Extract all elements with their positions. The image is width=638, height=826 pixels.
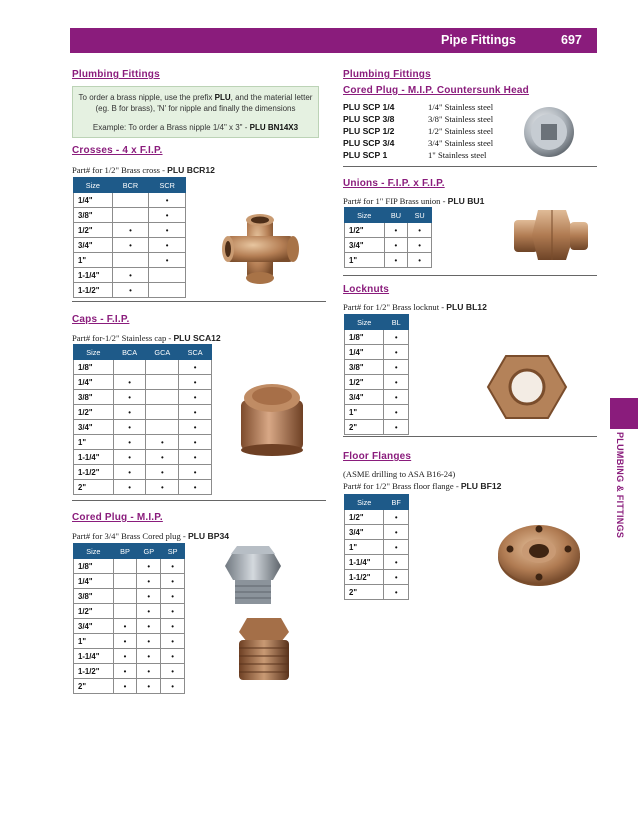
availability-cell: • [113, 435, 146, 450]
availability-cell: • [149, 193, 186, 208]
availability-cell: • [112, 223, 149, 238]
brass-cap-photo [235, 376, 309, 463]
availability-cell: • [161, 619, 185, 634]
size-cell: 1/8" [74, 360, 114, 375]
availability-cell: • [137, 649, 161, 664]
column-header: Size [74, 178, 113, 193]
availability-cell: • [112, 283, 149, 298]
section-title-countersunk-plug: Cored Plug - M.I.P. Countersunk Head [343, 85, 529, 96]
section-title-caps: Caps - F.I.P. [72, 314, 130, 325]
header-bar [70, 28, 597, 53]
availability-cell [146, 375, 179, 390]
section-divider [343, 275, 597, 276]
table-header-row [74, 178, 186, 193]
size-cell: 1/2" [345, 510, 384, 525]
part-number-flanges: Part# for 1/2" Brass floor flange - PLU BF12 [343, 481, 502, 491]
availability-cell: • [384, 375, 409, 390]
availability-cell: • [384, 345, 409, 360]
column-header: SU [408, 208, 432, 223]
availability-cell: • [113, 420, 146, 435]
table-row [74, 649, 185, 664]
availability-cell: • [384, 570, 409, 585]
availability-cell: • [179, 405, 212, 420]
table-row [74, 405, 212, 420]
availability-cell: • [112, 268, 149, 283]
availability-cell: • [137, 679, 161, 694]
table-row [345, 330, 409, 345]
table-header-row [74, 544, 185, 559]
size-cell: 1/4" [345, 345, 384, 360]
column-header: GCA [146, 345, 179, 360]
column-header: SCR [149, 178, 186, 193]
table-row [345, 510, 409, 525]
availability-cell: • [137, 604, 161, 619]
availability-cell: • [161, 649, 185, 664]
size-cell: 1/8" [345, 330, 384, 345]
section-title-plumbing-fittings-right: Plumbing Fittings [343, 69, 431, 80]
size-cell: 2" [345, 420, 384, 435]
brass-union-photo [510, 200, 592, 275]
availability-cell [149, 283, 186, 298]
table-row [74, 450, 212, 465]
availability-cell: • [179, 420, 212, 435]
availability-cell: • [161, 604, 185, 619]
size-cell: 3/8" [345, 360, 384, 375]
availability-cell: • [137, 619, 161, 634]
unions-size-table [344, 207, 432, 268]
table-row [345, 238, 432, 253]
table-row [345, 390, 409, 405]
size-cell: 1/2" [74, 604, 114, 619]
size-cell: 1" [345, 253, 385, 268]
availability-cell: • [137, 589, 161, 604]
size-cell: 3/4" [74, 238, 113, 253]
cored-plug-size-table [73, 543, 185, 694]
column-header: Size [345, 315, 384, 330]
size-cell: 2" [74, 480, 114, 495]
column-header: Size [74, 345, 114, 360]
section-title-floor-flanges: Floor Flanges [343, 451, 412, 462]
column-header: BU [384, 208, 408, 223]
availability-cell: • [113, 664, 137, 679]
table-row [74, 390, 212, 405]
size-cell: 1" [74, 435, 114, 450]
size-cell: 3/4" [74, 619, 114, 634]
section-title-unions: Unions - F.I.P. x F.I.P. [343, 178, 445, 189]
availability-cell [146, 420, 179, 435]
availability-cell: • [384, 330, 409, 345]
table-row [74, 619, 185, 634]
availability-cell [112, 193, 149, 208]
table-header-row [74, 345, 212, 360]
table-row [74, 268, 186, 283]
part-description: 3/4" Stainless steel [428, 138, 494, 148]
part-code: PLU SCP 1 [343, 150, 388, 160]
table-row [74, 208, 186, 223]
availability-cell: • [179, 465, 212, 480]
table-row [74, 634, 185, 649]
table-row [74, 283, 186, 298]
part-description: 1/4" Stainless steel [428, 102, 494, 112]
availability-cell [113, 360, 146, 375]
availability-cell: • [113, 390, 146, 405]
size-cell: 3/4" [345, 390, 384, 405]
column-header: BCA [113, 345, 146, 360]
table-row [345, 405, 409, 420]
part-number-cored-plug: Part# for 3/4" Brass Cored plug - PLU BP34 [72, 531, 230, 541]
table-row [345, 585, 409, 600]
size-cell: 1-1/2" [74, 283, 113, 298]
availability-cell: • [113, 480, 146, 495]
part-code: PLU SCP 3/4 [343, 138, 395, 148]
availability-cell: • [161, 664, 185, 679]
size-cell: 1" [345, 405, 384, 420]
availability-cell [113, 589, 137, 604]
size-cell: 1-1/2" [74, 664, 114, 679]
availability-cell [149, 268, 186, 283]
floor-flanges-size-table [344, 494, 409, 600]
size-cell: 1/4" [74, 375, 114, 390]
table-row [74, 193, 186, 208]
table-row [345, 540, 409, 555]
ordering-note: To order a brass nipple, use the prefix PLU, and the material letter (eg. B for brass), 'N' for nipple and finally the dimensions Example: To order a Brass nipple 1/4" x 3" - PLU BN14X3 [72, 86, 319, 138]
part-number-caps: Part# for-1/2" Stainless cap - PLU SCA12 [72, 333, 221, 343]
availability-cell: • [146, 465, 179, 480]
page-title: Pipe Fittings [441, 33, 516, 47]
table-row [345, 555, 409, 570]
size-cell: 3/4" [345, 525, 384, 540]
availability-cell: • [408, 223, 432, 238]
availability-cell: • [113, 649, 137, 664]
availability-cell: • [384, 253, 408, 268]
part-description: 1" Stainless steel [428, 150, 487, 160]
part-code: PLU SCP 1/4 [343, 102, 395, 112]
availability-cell: • [384, 540, 409, 555]
table-row [74, 604, 185, 619]
column-header: BP [113, 544, 137, 559]
availability-cell: • [384, 585, 409, 600]
availability-cell [113, 574, 137, 589]
section-divider [72, 500, 326, 501]
availability-cell: • [384, 420, 409, 435]
size-cell: 1/2" [345, 375, 384, 390]
table-row [74, 375, 212, 390]
column-header: Size [74, 544, 114, 559]
table-row [345, 223, 432, 238]
availability-cell [113, 559, 137, 574]
availability-cell: • [179, 390, 212, 405]
availability-cell: • [179, 375, 212, 390]
availability-cell: • [179, 450, 212, 465]
size-cell: 1/2" [345, 223, 385, 238]
availability-cell: • [384, 390, 409, 405]
brass-floor-flange-photo [496, 519, 582, 594]
table-header-row [345, 315, 409, 330]
availability-cell: • [149, 223, 186, 238]
size-cell: 3/8" [74, 390, 114, 405]
section-title-plumbing-fittings: Plumbing Fittings [72, 69, 160, 80]
table-header-row [345, 495, 409, 510]
brass-locknut-photo [486, 352, 568, 427]
availability-cell: • [149, 253, 186, 268]
availability-cell: • [408, 253, 432, 268]
table-row [74, 480, 212, 495]
locknuts-size-table [344, 314, 409, 435]
table-row [345, 345, 409, 360]
table-row [345, 253, 432, 268]
availability-cell: • [113, 634, 137, 649]
availability-cell: • [384, 238, 408, 253]
availability-cell [112, 253, 149, 268]
size-cell: 1" [74, 253, 113, 268]
column-header: BCR [112, 178, 149, 193]
availability-cell [146, 405, 179, 420]
section-divider [343, 166, 597, 167]
size-cell: 1-1/2" [345, 570, 384, 585]
table-row [74, 420, 212, 435]
size-cell: 1" [74, 634, 114, 649]
column-header: BL [384, 315, 409, 330]
part-number-crosses: Part# for 1/2" Brass cross - PLU BCR12 [72, 165, 215, 175]
flange-drilling-note: (ASME drilling to ASA B16-24) [343, 469, 456, 479]
table-row [74, 253, 186, 268]
column-header: BF [384, 495, 409, 510]
availability-cell: • [137, 559, 161, 574]
table-row [74, 574, 185, 589]
availability-cell: • [161, 559, 185, 574]
section-title-locknuts: Locknuts [343, 284, 390, 295]
size-cell: 3/8" [74, 589, 114, 604]
section-divider [343, 436, 597, 437]
availability-cell: • [113, 619, 137, 634]
brass-cross-photo [219, 210, 301, 293]
size-cell: 1/4" [74, 193, 113, 208]
availability-cell: • [146, 480, 179, 495]
size-cell: 1/4" [74, 574, 114, 589]
part-description: 3/8" Stainless steel [428, 114, 494, 124]
availability-cell: • [149, 238, 186, 253]
availability-cell: • [161, 679, 185, 694]
availability-cell: • [113, 679, 137, 694]
table-row [74, 223, 186, 238]
part-code: PLU SCP 1/2 [343, 126, 395, 136]
part-description: 1/2" Stainless steel [428, 126, 494, 136]
availability-cell [112, 208, 149, 223]
availability-cell: • [179, 480, 212, 495]
availability-cell [146, 390, 179, 405]
availability-cell: • [408, 238, 432, 253]
availability-cell: • [146, 450, 179, 465]
availability-cell: • [384, 360, 409, 375]
part-code: PLU SCP 3/8 [343, 114, 395, 124]
size-cell: 1/2" [74, 405, 114, 420]
table-header-row [345, 208, 432, 223]
size-cell: 3/8" [74, 208, 113, 223]
section-title-crosses: Crosses - 4 x F.I.P. [72, 145, 163, 156]
part-number-locknuts: Part# for 1/2" Brass locknut - PLU BL12 [343, 302, 487, 312]
size-cell: 1-1/2" [74, 465, 114, 480]
size-cell: 1-1/4" [74, 649, 114, 664]
availability-cell: • [161, 589, 185, 604]
availability-cell: • [113, 465, 146, 480]
table-row [74, 664, 185, 679]
size-cell: 1/8" [74, 559, 114, 574]
column-header: GP [137, 544, 161, 559]
galvanized-plug-photo [223, 544, 283, 615]
brass-plug-photo [229, 612, 299, 692]
size-cell: 2" [345, 585, 384, 600]
caps-size-table [73, 344, 212, 495]
availability-cell: • [384, 405, 409, 420]
size-cell: 3/4" [74, 420, 114, 435]
table-row [345, 375, 409, 390]
availability-cell: • [146, 435, 179, 450]
side-tab-marker [610, 398, 638, 429]
column-header: Size [345, 495, 384, 510]
column-header: Size [345, 208, 385, 223]
size-cell: 1" [345, 540, 384, 555]
table-row [345, 525, 409, 540]
size-cell: 1-1/4" [74, 450, 114, 465]
availability-cell: • [179, 435, 212, 450]
column-header: SP [161, 544, 185, 559]
availability-cell: • [113, 450, 146, 465]
availability-cell: • [137, 634, 161, 649]
table-row [74, 465, 212, 480]
page-number: 697 [561, 33, 582, 47]
stainless-countersunk-plug-photo [522, 105, 577, 165]
section-divider [72, 301, 326, 302]
availability-cell: • [161, 634, 185, 649]
availability-cell [146, 360, 179, 375]
size-cell: 1-1/4" [74, 268, 113, 283]
availability-cell: • [179, 360, 212, 375]
availability-cell: • [384, 223, 408, 238]
availability-cell: • [149, 208, 186, 223]
table-row [74, 435, 212, 450]
size-cell: 1/2" [74, 223, 113, 238]
table-row [74, 559, 185, 574]
table-row [345, 420, 409, 435]
availability-cell: • [384, 555, 409, 570]
availability-cell: • [384, 525, 409, 540]
crosses-size-table [73, 177, 186, 298]
availability-cell: • [113, 405, 146, 420]
availability-cell: • [161, 574, 185, 589]
size-cell: 2" [74, 679, 114, 694]
availability-cell: • [137, 664, 161, 679]
size-cell: 1-1/4" [345, 555, 384, 570]
availability-cell: • [112, 238, 149, 253]
table-row [74, 238, 186, 253]
table-row [74, 589, 185, 604]
availability-cell: • [137, 574, 161, 589]
section-title-cored-plug: Cored Plug - M.I.P. [72, 512, 163, 523]
column-header: SCA [179, 345, 212, 360]
table-row [345, 360, 409, 375]
table-row [345, 570, 409, 585]
table-row [74, 360, 212, 375]
size-cell: 3/4" [345, 238, 385, 253]
availability-cell [113, 604, 137, 619]
part-number-unions: Part# for 1" FIP Brass union - PLU BU1 [343, 196, 485, 206]
availability-cell: • [113, 375, 146, 390]
availability-cell: • [384, 510, 409, 525]
table-row [74, 679, 185, 694]
side-tab-label: PLUMBING & FITTINGS [615, 432, 625, 539]
